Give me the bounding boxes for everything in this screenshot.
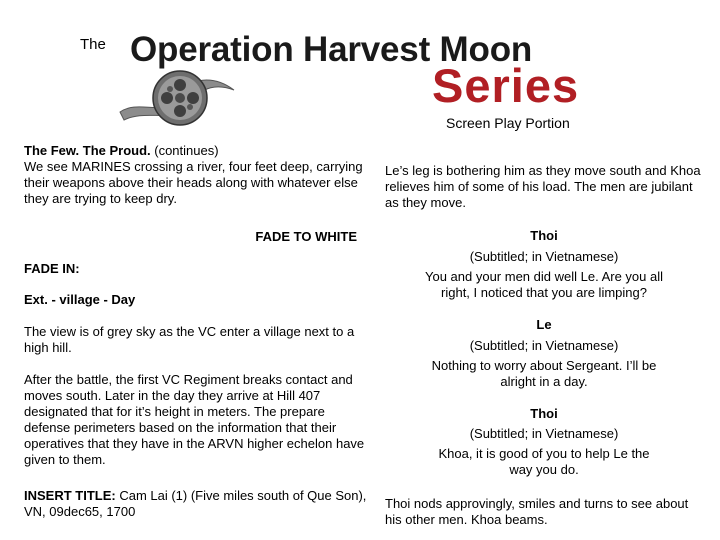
transition-fade-in: FADE IN: (24, 261, 80, 276)
right-paragraph-1: Le’s leg is bothering him as they move south and Khoa relieves him of some of his load. The men are jubilant as they move. (385, 163, 701, 210)
speaker-thoi-2: Thoi (530, 406, 558, 421)
page-subtitle: Screen Play Portion (446, 115, 570, 131)
speaker-le: Le (536, 317, 552, 332)
insert-title-label: INSERT TITLE: (24, 488, 116, 503)
left-paragraph-3: After the battle, the first VC Regiment breaks contact and moves south. Later in the day they arrive at Hill 407 designated that for it’s height in meters. The prepare defense perimeters based on the information that their operatives that they have in the ARVN higher echelon have given to them. (24, 372, 365, 467)
dialogue-2: Nothing to worry about Sergeant. I’ll be alright in a day. (431, 358, 657, 389)
insert-title (24, 488, 369, 520)
scene-heading: The Few. The Proud. (24, 143, 151, 158)
right-paragraph-last: Thoi nods approvingly, smiles and turns to see about his other men. Khoa beams. (385, 496, 689, 527)
parenthetical-3: (Subtitled; in Vietnamese) (469, 426, 619, 441)
scene-description: We see MARINES crossing a river, four feet deep, carrying their weapons above their heads along with whatever else they are trying to keep dry. (24, 159, 363, 206)
insert-title-text: Cam Lai (1) (Five miles south of Que Son), VN, 09dec65, 1700 (24, 488, 367, 519)
header-the: The (80, 36, 106, 53)
scene-heading-note: (continues) (150, 143, 219, 158)
film-reel-icon (118, 68, 236, 126)
dialogue-3: Khoa, it is good of you to help Le the way you do. (438, 446, 650, 477)
parenthetical-1: (Subtitled; in Vietnamese) (469, 249, 619, 264)
series-wordmark: Series (432, 59, 580, 112)
dialogue-1: You and your men did well Le. Are you all right, I noticed that you are limping? (424, 269, 663, 300)
transition-fade-to-white: FADE TO WHITE (255, 229, 357, 244)
speaker-thoi-1: Thoi (530, 228, 558, 243)
parenthetical-2: (Subtitled; in Vietnamese) (469, 338, 619, 353)
left-paragraph-1 (24, 143, 369, 207)
slugline: Ext. - village - Day (24, 292, 136, 307)
left-paragraph-2: The view is of grey sky as the VC enter a village next to a high hill. (24, 324, 355, 355)
page-title: Operation Harvest Moon (130, 30, 533, 69)
